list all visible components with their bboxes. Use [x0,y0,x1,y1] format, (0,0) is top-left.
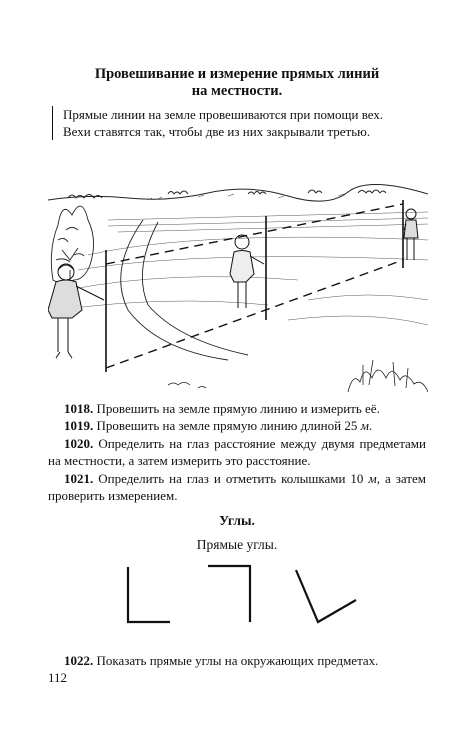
exercise-1020 [48,435,426,470]
intro-rule-box [52,106,433,140]
exercise-text: Определить на глаз расстояние между двумя предметами на местности, а затем измерить это расстояние. [48,435,426,469]
exercise-unit: м [360,418,369,434]
exercise-number: 1021. [64,470,94,486]
exercise-text: Провешить на земле прямую линию и измерить её. [93,401,380,416]
exercise-text-tail: . [368,418,373,434]
exercise-number: 1022. [64,653,94,668]
right-angle-figure-2 [208,566,250,622]
exercise-unit: м [368,470,377,486]
exercise-1019 [48,417,426,434]
right-angles-subtitle: Прямые углы. [196,537,278,552]
exercise-text: Определить на глаз и отметить колышками 10 [93,470,369,486]
exercise-number: 1020. [64,435,94,451]
section-heading-line-1: Провешивание и измерение прямых линий [94,66,380,82]
right-angle-figure-3 [296,570,356,622]
right-angle-figures [120,562,360,632]
intro-line-1: Прямые линии на земле провешиваются при помощи вех. [63,107,384,122]
field-illustration [48,160,428,392]
exercise-1022 [48,652,426,669]
angles-section-title: Углы. [219,513,255,528]
exercise-number: 1019. [64,418,94,434]
exercise-text: Показать прямые углы на окружающих предметах. [93,653,379,668]
page-number: 112 [48,670,68,685]
exercise-list [48,400,426,504]
section-heading [60,66,414,100]
exercise-1018 [48,400,426,417]
exercise-number: 1018. [64,401,94,416]
section-heading-line-2: на местности. [191,83,283,99]
exercise-1021 [48,470,426,505]
exercise-text-tail: , а затем проверить измерением. [48,470,426,504]
exercise-text: Провешить на земле прямую линию длиной 25 [93,418,361,434]
right-angle-figure-1 [128,567,170,622]
intro-line-2: Вехи ставятся так, чтобы две из них закрывали третью. [63,124,371,139]
